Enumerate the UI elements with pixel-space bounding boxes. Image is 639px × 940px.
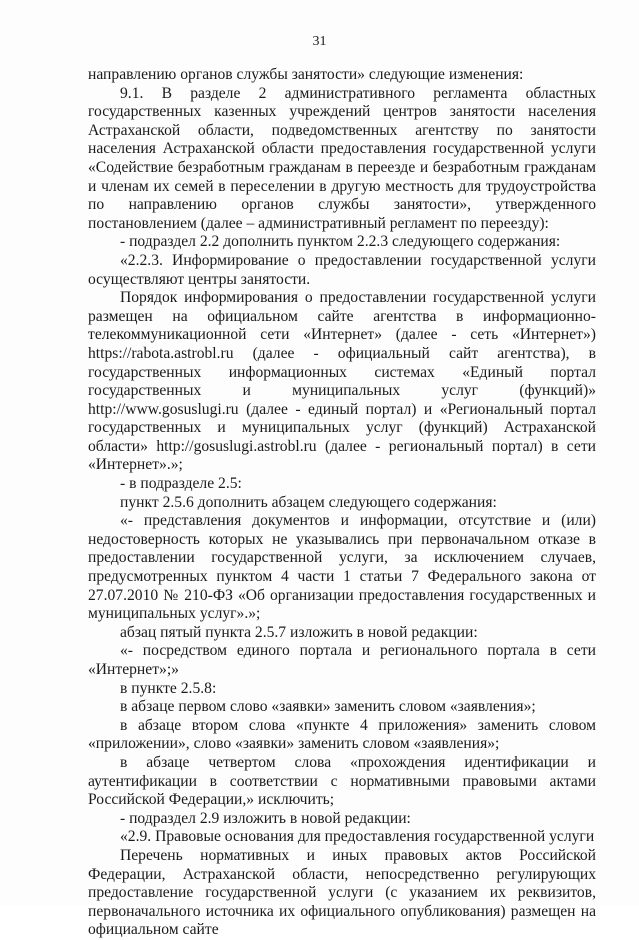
- paragraph-subsection-2-9: - подраздел 2.9 изложить в новой редакции:: [120, 809, 411, 827]
- paragraph-2-9-title: «2.9. Правовые основания для предоставления государственной услуги: [120, 828, 595, 846]
- paragraph-documents-quote: «- представления документов и информации, отсутствие и (или) недостоверность которых не указывались при первоначальном отказе в предоставлении государственной услуги, за исключением случаев, предусмотренных пунктом 4 части 1 статьи 7 Федерального закона от 27.07.2010 № 210-ФЗ «Об организации предоставления государственных и муниципальных услуг».»;: [88, 512, 596, 623]
- paragraph-subsection-2-2: - подраздел 2.2 дополнить пунктом 2.2.3 следующего содержания:: [120, 233, 561, 251]
- paragraph-portal-quote: «- посредством единого портала и регионального портала в сети «Интернет»;»: [88, 642, 596, 678]
- paragraph-2-5-6: пункт 2.5.6 дополнить абзацем следующего содержания:: [120, 493, 497, 511]
- paragraph-informing-procedure: Порядок информирования о предоставлении государственной услуги размещен на официальном сайте агентства в информационно-телекоммуникационной сети «Интернет» (далее - сеть «Интернет») https://rabota.astrobl.ru (далее - официальный сайт агентства), в государственных информационных системах «Единый портал государственных и муниципальных услуг (функций)» http://www.gosuslugi.ru (далее - единый портал) и «Региональный портал государственных и муниципальных услуг (функций) Астраханской области» http://gosuslugi.astrobl.ru (далее - региональный портал) в сети «Интернет».»;: [88, 289, 596, 474]
- paragraph-legal-acts: Перечень нормативных и иных правовых актов Российской Федерации, Астраханской области, непосредственно регулирующих предоставление государственной услуги (с указанием их реквизитов, первоначального источника их официального опубликования) размещен на официальном сайте: [88, 846, 596, 939]
- paragraph-subsection-2-5: - в подразделе 2.5:: [120, 475, 242, 493]
- paragraph-9-1: 9.1. В разделе 2 административного регламента областных государственных казенных учреждений центров занятости населения Астраханской области, подведомственных агентству по занятости населения Астраханской области предоставления государственной услуги «Содействие безработным гражданам в переезде и безработным гражданам и членам их семей в переселении в другую местность для трудоустройства по направлению органов службы занятости», утвержденного постановлением (далее – административный регламент по переезду):: [88, 84, 596, 232]
- paragraph-fourth-abzac: в абзаце четвертом слова «прохождения идентификации и аутентификации в соответствии с нормативными правовыми актами Российской Федерации,» исключить;: [88, 753, 596, 809]
- paragraph-2-5-7: абзац пятый пункта 2.5.7 изложить в новой редакции:: [120, 623, 478, 641]
- paragraph-second-abzac: в абзаце втором слова «пункте 4 приложения» заменить словом «приложении», слово «заявки» заменить словом «заявления»;: [88, 716, 596, 753]
- paragraph-2-2-3: «2.2.3. Информирование о предоставлении государственной услуги осуществляют центры занятости.: [88, 251, 596, 288]
- paragraph-2-5-8: в пункте 2.5.8:: [120, 679, 217, 697]
- document-body: [88, 66, 596, 940]
- paragraph-intro: направлению органов службы занятости» следующие изменения:: [88, 66, 524, 83]
- paragraph-first-abzac: в абзаце первом слово «заявки» заменить словом «заявления»;: [120, 698, 536, 716]
- page-number: 31: [312, 34, 327, 49]
